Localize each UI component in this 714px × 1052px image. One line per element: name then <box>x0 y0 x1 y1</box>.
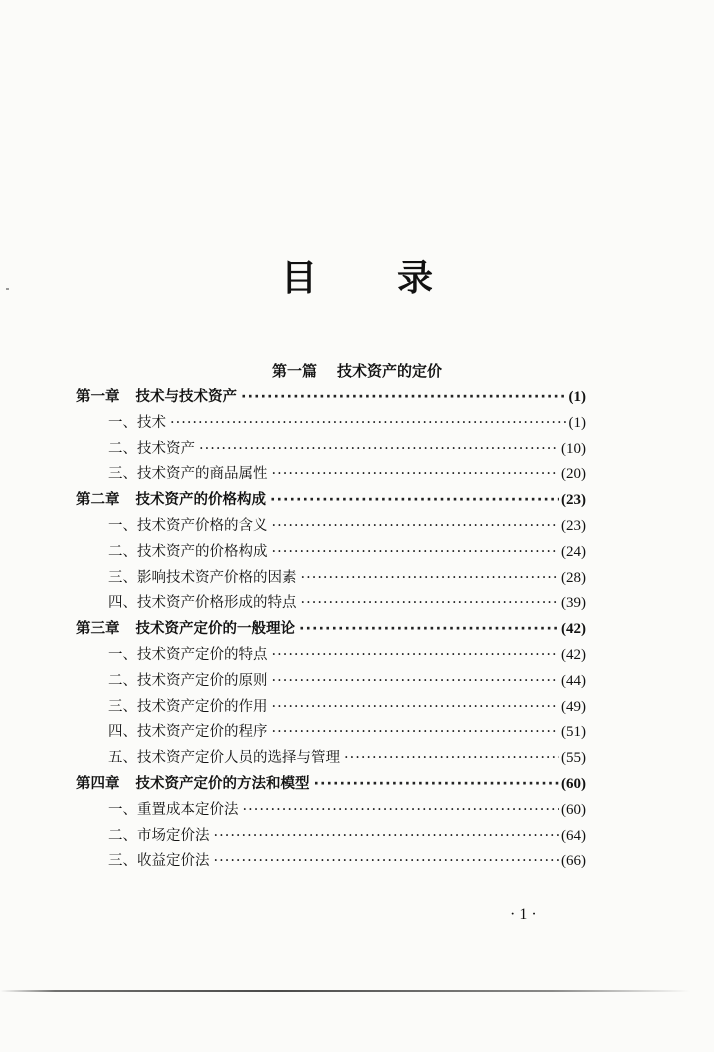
section-title: 三、影响技术资产价格的因素 <box>108 569 297 586</box>
dot-leader <box>272 643 560 669</box>
page-title <box>0 254 714 304</box>
toc-section-row[interactable] <box>76 849 586 875</box>
dot-leader <box>272 669 560 695</box>
page-number: (1) <box>568 389 586 405</box>
page-number: (44) <box>561 672 586 689</box>
toc-section-row[interactable] <box>76 566 586 592</box>
dot-leader <box>272 514 560 540</box>
chapter-number: 第二章 <box>76 492 120 509</box>
toc-chapter-row[interactable] <box>76 385 586 411</box>
page-folio: ·1· <box>510 906 541 923</box>
page-number: (23) <box>561 517 586 534</box>
toc-section-row[interactable] <box>76 411 586 437</box>
toc-section-row[interactable] <box>76 746 586 772</box>
section-title: 一、技术 <box>108 414 166 431</box>
dot-leader <box>314 772 560 798</box>
dot-leader <box>299 617 559 643</box>
part-name: 技术资产的定价 <box>337 362 443 380</box>
page-number: (1) <box>568 414 586 431</box>
part-label: 第一篇 <box>271 362 317 380</box>
dot-leader <box>243 798 560 824</box>
page-number: (10) <box>561 440 586 457</box>
section-title: 二、技术资产定价的原则 <box>108 672 268 689</box>
page-number: (20) <box>561 466 586 483</box>
chapter-title: 技术资产的价格构成 <box>135 492 266 509</box>
toc-section-row[interactable] <box>76 798 586 824</box>
section-title: 三、收益定价法 <box>108 853 210 870</box>
dot-leader <box>199 437 559 463</box>
dot-leader <box>272 720 560 746</box>
page-title-char-1: 目 <box>280 258 317 299</box>
toc-section-row[interactable] <box>76 514 586 540</box>
dot-leader <box>301 591 560 617</box>
dot-leader <box>214 824 560 850</box>
toc-section-row[interactable] <box>76 437 586 463</box>
toc-section-row[interactable] <box>76 695 586 721</box>
chapter-title: 技术资产定价的一般理论 <box>135 621 295 638</box>
dot-leader <box>241 385 567 411</box>
toc-section-row[interactable] <box>76 643 586 669</box>
page-number: (66) <box>561 853 586 870</box>
page-number: (42) <box>561 646 586 663</box>
dot-leader <box>270 488 559 514</box>
page-number: (55) <box>561 750 586 767</box>
page-number: (60) <box>561 801 586 818</box>
dot-leader <box>344 746 559 772</box>
toc-chapter-row[interactable] <box>76 488 586 514</box>
dot-leader <box>272 462 560 488</box>
chapter-number: 第三章 <box>76 621 120 638</box>
section-title: 一、技术资产定价的特点 <box>108 646 268 663</box>
section-title: 三、技术资产定价的作用 <box>108 698 268 715</box>
section-title: 四、技术资产定价的程序 <box>108 724 268 741</box>
toc-section-row[interactable] <box>76 824 586 850</box>
chapter-number: 第四章 <box>76 775 120 792</box>
page-number: (49) <box>561 698 586 715</box>
section-title: 二、市场定价法 <box>108 827 210 844</box>
dot-leader <box>301 566 560 592</box>
dot-leader <box>214 849 560 875</box>
section-title: 一、重置成本定价法 <box>108 801 239 818</box>
section-title: 二、技术资产 <box>108 440 195 457</box>
section-title: 二、技术资产的价格构成 <box>108 543 268 560</box>
dot-leader <box>170 411 567 437</box>
page-number: (51) <box>561 724 586 741</box>
page-number: (60) <box>561 775 586 792</box>
chapter-title: 技术资产定价的方法和模型 <box>135 775 310 792</box>
part-heading <box>0 359 714 383</box>
toc-chapter-row[interactable] <box>76 772 586 798</box>
toc-section-row[interactable] <box>76 540 586 566</box>
section-title: 一、技术资产价格的含义 <box>108 517 268 534</box>
section-title: 三、技术资产的商品属性 <box>108 466 268 483</box>
section-title: 五、技术资产定价人员的选择与管理 <box>108 750 340 767</box>
section-title: 四、技术资产价格形成的特点 <box>108 595 297 612</box>
toc-section-row[interactable] <box>76 591 586 617</box>
page-title-char-2: 录 <box>397 258 434 299</box>
toc-section-row[interactable] <box>76 462 586 488</box>
dot-leader <box>272 540 560 566</box>
page-number: (42) <box>561 621 586 638</box>
toc-section-row[interactable] <box>76 720 586 746</box>
page-number: (64) <box>561 827 586 844</box>
toc-chapter-row[interactable] <box>76 617 586 643</box>
page-number: (28) <box>561 569 586 586</box>
page-number: (24) <box>561 543 586 560</box>
page-number: (39) <box>561 595 586 612</box>
toc-section-row[interactable] <box>76 669 586 695</box>
scan-edge-line <box>0 990 690 992</box>
page-number: (23) <box>561 492 586 509</box>
chapter-title: 技术与技术资产 <box>135 389 237 405</box>
chapter-number: 第一章 <box>76 389 120 405</box>
dot-leader <box>272 695 560 721</box>
table-of-contents <box>76 385 586 875</box>
